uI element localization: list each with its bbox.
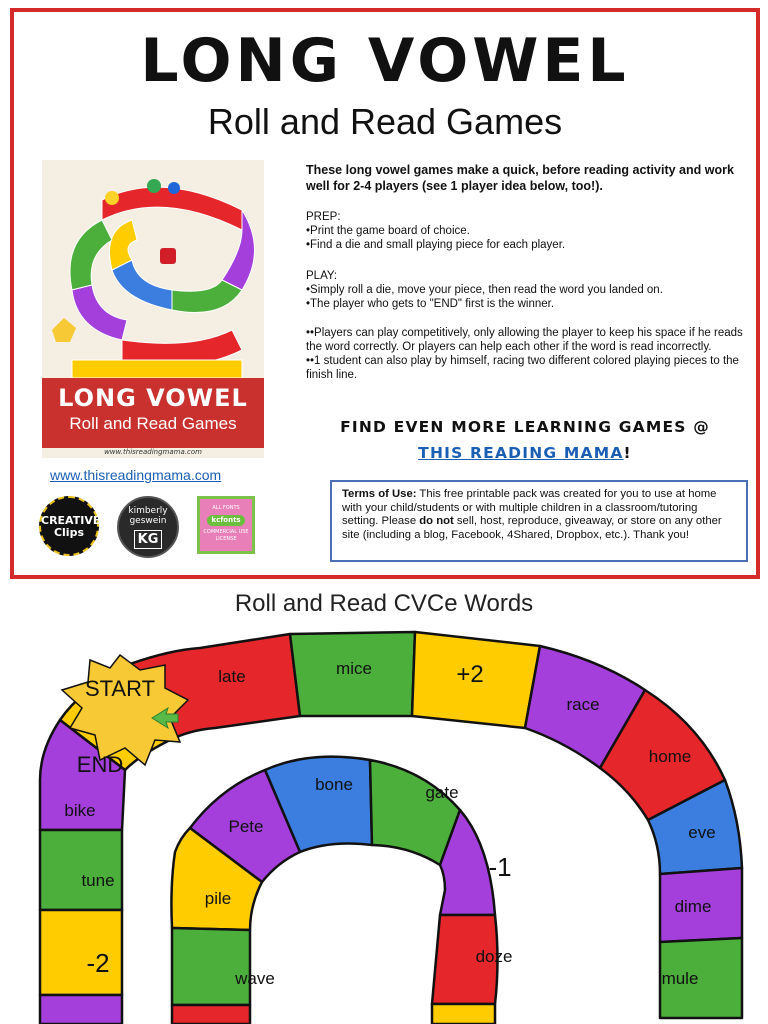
preview-banner	[42, 378, 264, 448]
space-bottom-left	[40, 995, 122, 1024]
find-more-heading: FIND EVEN MORE LEARNING GAMES @	[340, 418, 710, 436]
badge-clips-line2: Clips	[53, 526, 85, 539]
badge-clips-line1: CREATIVE	[41, 514, 101, 527]
play-item: •The player who gets to "END" first is the winner.	[306, 298, 555, 310]
terms-of-use-box	[330, 480, 748, 562]
badge-kg-line1: kimberly	[128, 506, 168, 516]
badge-kg-line2: geswein	[129, 516, 167, 526]
prep-item: •Find a die and small playing piece for each player.	[306, 239, 566, 251]
notes-section	[306, 326, 751, 382]
space-tune	[40, 830, 122, 910]
play-item: •Simply roll a die, move your piece, then read the word you landed on.	[306, 284, 663, 296]
fonts-license-logo	[197, 496, 261, 560]
label-late: late	[218, 667, 246, 686]
play-section	[306, 269, 751, 311]
badge-fonts-line3: COMMERCIAL USE	[203, 529, 249, 535]
badge-fonts-line1: ALL FONTS	[212, 505, 240, 511]
terms-text-a: This free printable pack was created for you to use at home with your child/students or with multiple children in a classroom/tutoring setting. Please	[342, 488, 717, 527]
find-more-link-line	[294, 444, 756, 462]
label-gate: gate	[425, 783, 459, 802]
preview-image	[42, 160, 264, 458]
badge-fonts-line4: LICENSE	[215, 536, 237, 542]
intro-text: These long vowel games make a quick, before reading activity and work well for 2-4 players (see 1 player idea below, too!).	[306, 163, 734, 193]
label-mule: mule	[661, 969, 699, 988]
terms-bold: do not	[419, 515, 454, 527]
note-item: ••1 student can also play by himself, racing two different colored playing pieces to the finish line.	[306, 355, 739, 381]
game-board	[0, 620, 768, 1024]
space-minus2	[40, 910, 122, 995]
find-more-suffix: !	[623, 444, 632, 462]
badge-kg-mark: KG	[134, 530, 163, 549]
label-plus2: +2	[456, 661, 484, 688]
prep-heading: PREP:	[306, 211, 341, 223]
label-tune: tune	[81, 871, 115, 890]
preview-url: www.thisreadingmama.com	[104, 448, 202, 456]
label-home: home	[648, 747, 692, 766]
label-mice: mice	[336, 659, 372, 678]
end-label: END	[76, 752, 124, 777]
prep-section	[306, 210, 751, 252]
this-reading-mama-link[interactable]: THIS READING MAMA	[418, 444, 624, 462]
label-dime: dime	[674, 897, 712, 916]
label-bone: bone	[315, 775, 353, 794]
label-eve: eve	[688, 823, 716, 842]
label-wave: wave	[235, 969, 275, 988]
board-title: Roll and Read CVCe Words	[234, 590, 534, 617]
label-race: race	[566, 695, 600, 714]
play-heading: PLAY:	[306, 270, 338, 282]
note-item: ••Players can play competitively, only allowing the player to keep his space if he reads the word correctly. Or players can help each other if the word is read incorrectly.	[306, 327, 743, 353]
page-title: LONG VOWEL	[140, 26, 630, 96]
preview-banner-title: LONG VOWEL	[58, 384, 248, 412]
space-bottom-right	[432, 1004, 495, 1024]
label-pete: Pete	[228, 817, 264, 836]
badge-fonts-pill: kcfonts	[207, 515, 244, 526]
space-wave	[172, 928, 250, 1005]
kg-fonts-logo	[117, 496, 181, 560]
label-pile: pile	[204, 889, 232, 908]
creative-clips-logo	[39, 496, 103, 560]
label-bike: bike	[64, 801, 96, 820]
terms-text-b: sell, host, reproduce, giveaway, or store on any other site (including a blog, Facebook, 4Shared, Dropbox, etc.). Thank you!	[342, 515, 722, 541]
preview-banner-subtitle: Roll and Read Games	[69, 414, 237, 433]
prep-item: •Print the game board of choice.	[306, 225, 470, 237]
space-bottom-inner	[172, 1005, 250, 1024]
label-doze: doze	[475, 947, 513, 966]
label-minus2: -2	[86, 948, 110, 978]
start-label: START	[84, 676, 156, 701]
page-subtitle: Roll and Read Games	[207, 101, 563, 142]
label-minus1: -1	[488, 852, 512, 882]
terms-label: Terms of Use:	[342, 488, 417, 500]
top-panel	[10, 8, 760, 579]
website-link[interactable]: www.thisreadingmama.com	[50, 467, 222, 483]
